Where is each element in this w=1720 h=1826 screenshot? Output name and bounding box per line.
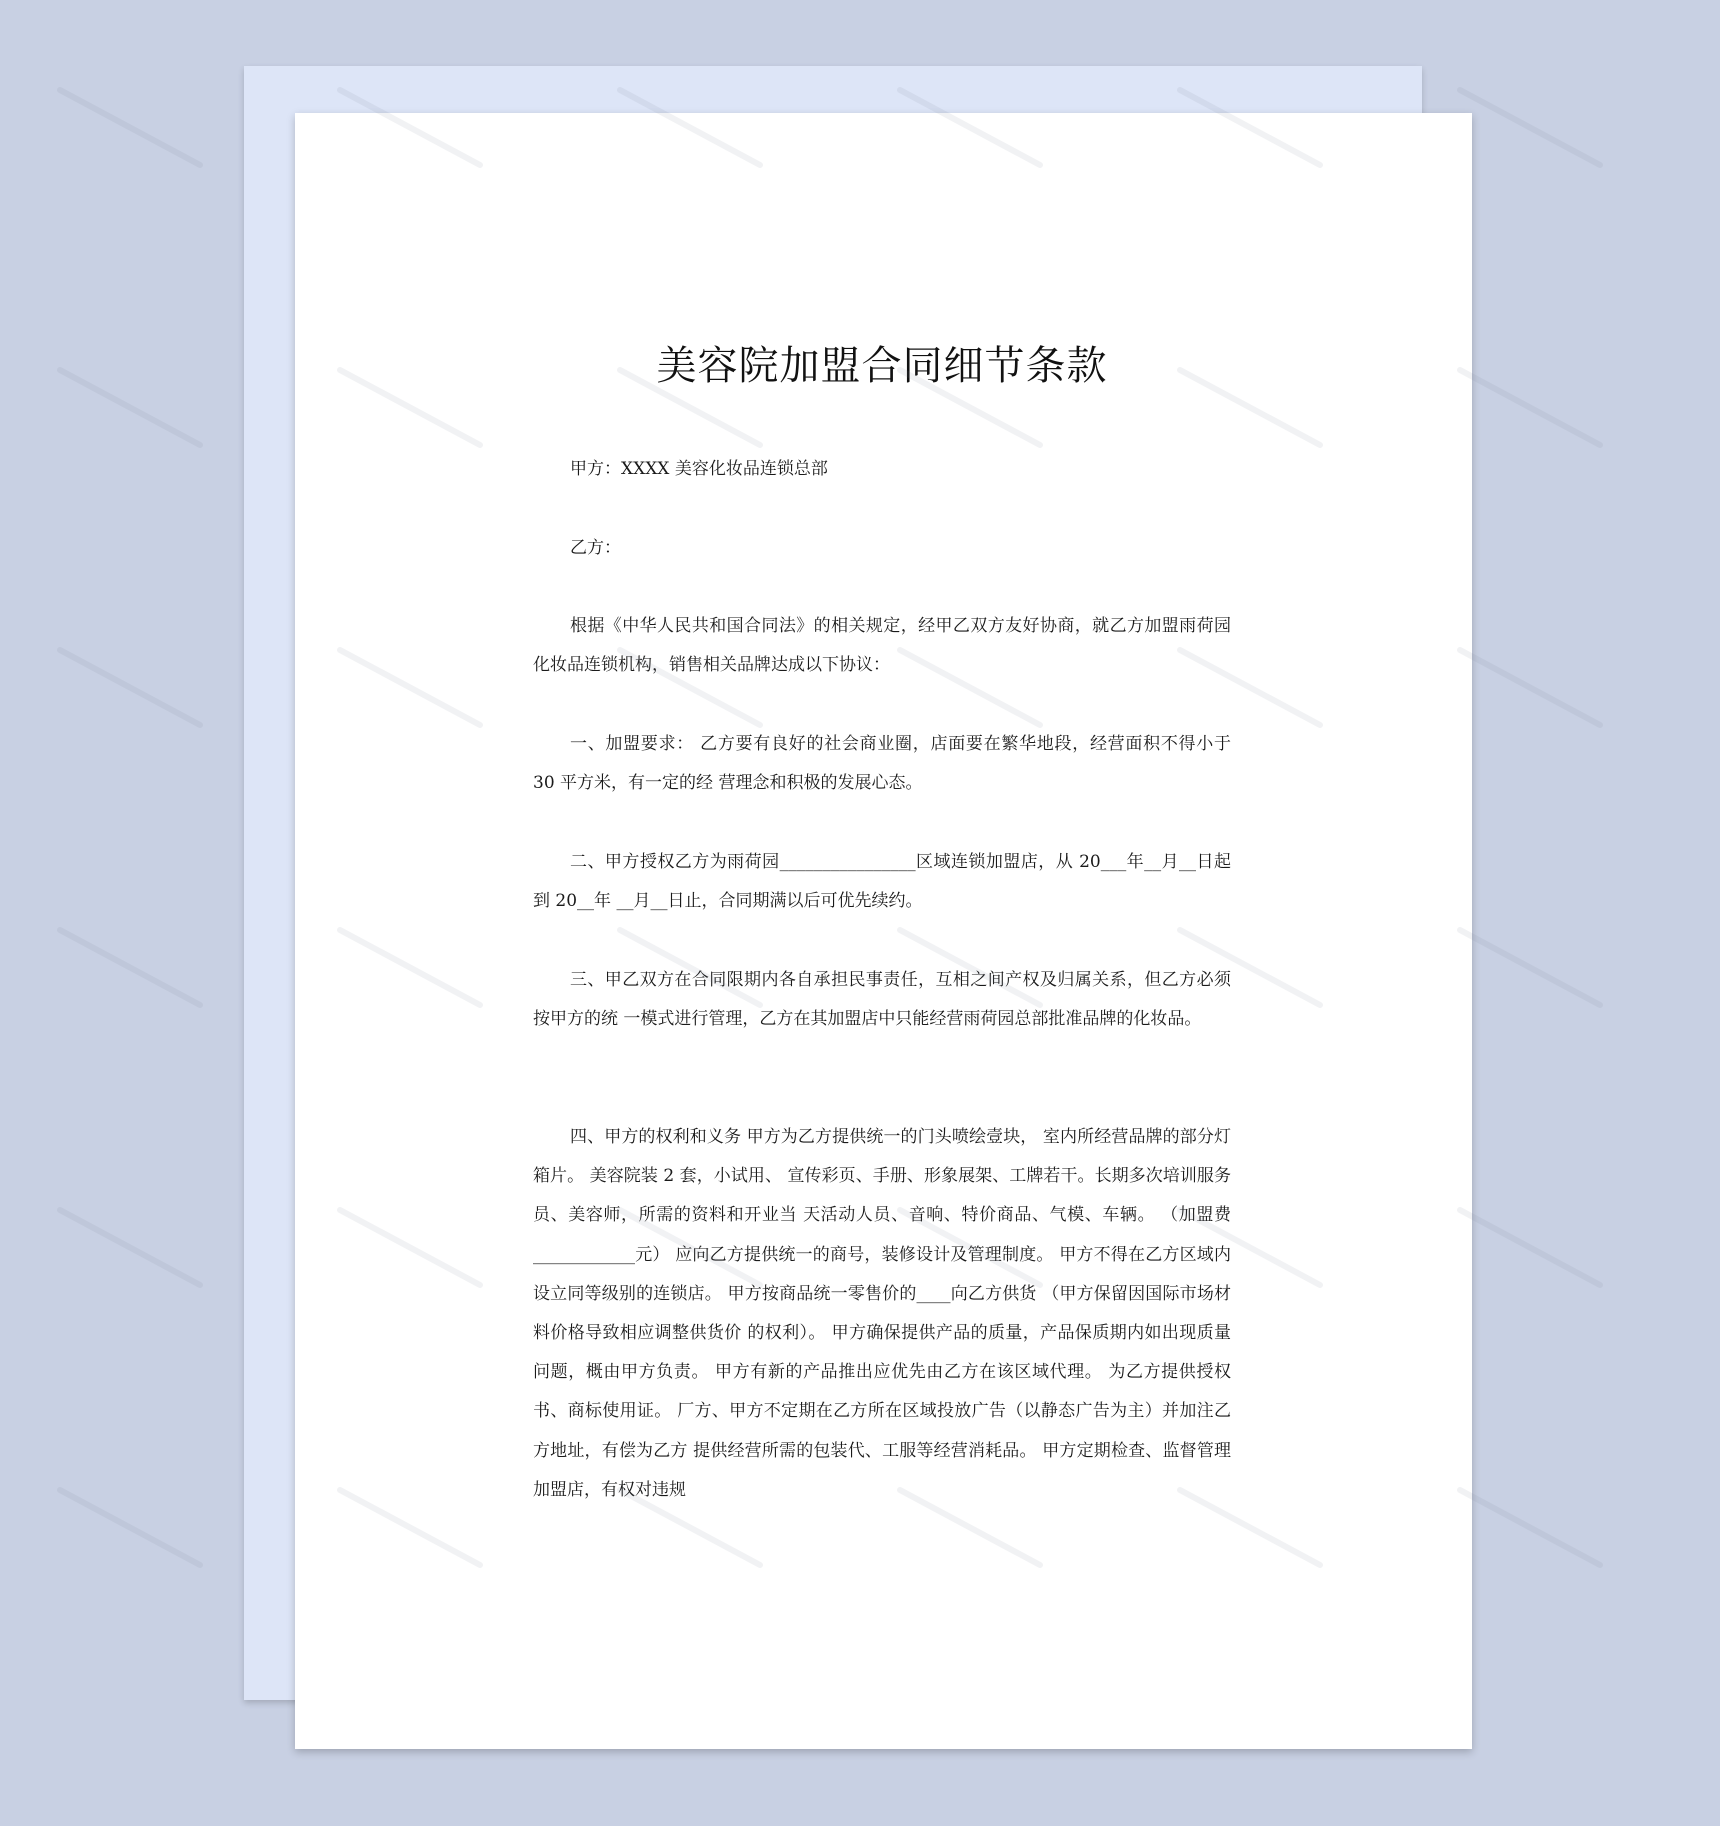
document-title: 美容院加盟合同细节条款 <box>656 343 1108 389</box>
clause-3-paragraph: 三、甲乙双方在合同限期内各自承担民事责任，互相之间产权及归属关系，但乙方必须按甲方的统 一模式进行管理，乙方在其加盟店中只能经营雨荷园总部批准品牌的化妆品。 <box>533 970 1231 1030</box>
clause-4-paragraph: 四、甲方的权利和义务 甲方为乙方提供统一的门头喷绘壹块， 室内所经营品牌的部分灯箱片。 美容院装 2 套，小试用、 宣传彩页、手册、形象展架、工牌若干。长期多次培训服务员、美容师，所需的资料和开业当 天活动人员、音响、特价商品、气模、车辆。 （加盟费____________元） 应向乙方提供统一的商号，装修设计及管理制度。 甲方不得在乙方区域内设立同等级别的连锁店。 甲方按商品统一零售价的____向乙方供货 （甲方保留因国际市场材料价格导致相应调整供货价 的权利）。 甲方确保提供产品的质量，产品保质期内如出现质量问题，概由甲方负责。 甲方有新的产品推出应优先由乙方在该区域代理。 为乙方提供授权书、商标使用证。 厂方、甲方不定期在乙方所在区域投放广告（以静态广告为主）并加注乙方地址，有偿为乙方 提供经营所需的包装代、工服等经营消耗品。 甲方定期检查、监督管理加盟店，有权对违规 <box>533 1127 1231 1500</box>
front-paper-sheet <box>295 113 1472 1749</box>
party-b-line: 乙方： <box>570 538 621 558</box>
clause-1-paragraph: 一、加盟要求： 乙方要有良好的社会商业圈，店面要在繁华地段，经营面积不得小于 30 平方米，有一定的经 营理念和积极的发展心态。 <box>533 734 1231 794</box>
party-a-line: 甲方：XXXX 美容化妆品连锁总部 <box>570 459 828 479</box>
clause-2-paragraph: 二、甲方授权乙方为雨荷园________________区域连锁加盟店，从 20___年__月__日起到 20__年 __月__日止，合同期满以后可优先续约。 <box>533 852 1231 912</box>
intro-paragraph: 根据《中华人民共和国合同法》的相关规定，经甲乙双方友好协商，就乙方加盟雨荷园化妆品连锁机构，销售相关品牌达成以下协议： <box>533 616 1231 676</box>
